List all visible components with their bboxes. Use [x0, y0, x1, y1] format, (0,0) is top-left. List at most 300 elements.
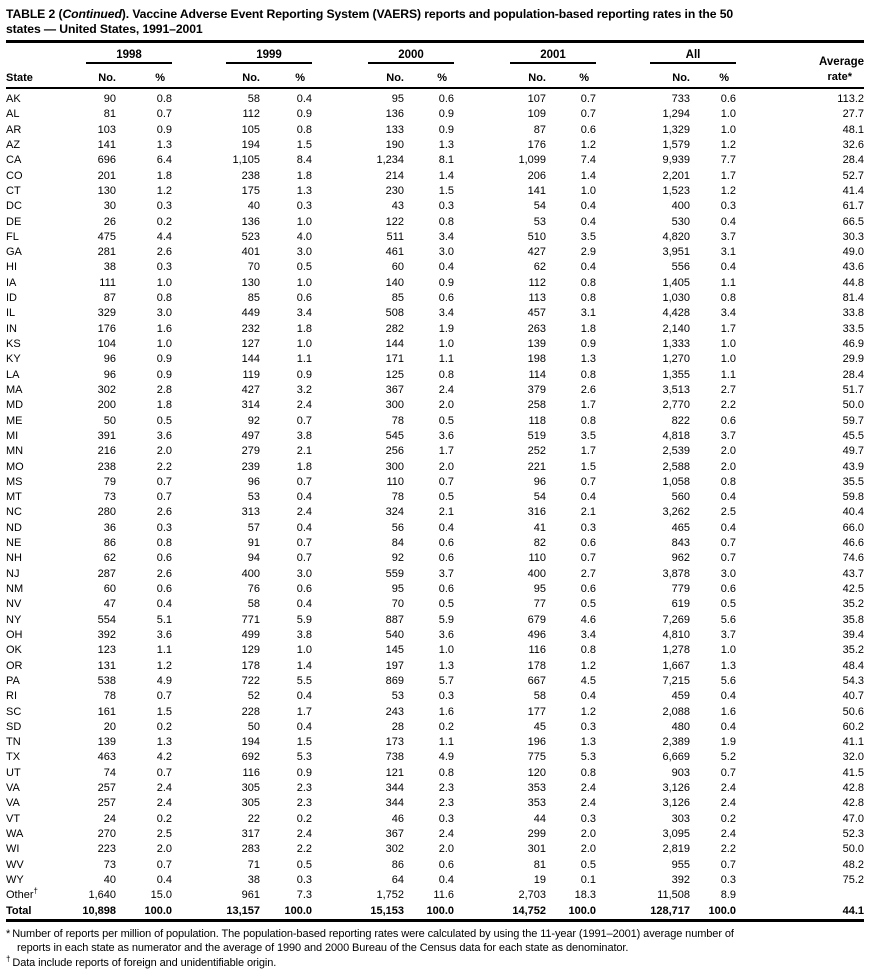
count-cell: 70 [391, 598, 404, 611]
percent-cell: 1.8 [296, 460, 312, 473]
count-cell: 91 [247, 537, 260, 550]
count-cell: 287 [97, 567, 116, 580]
table-row [6, 245, 864, 260]
year-label-2001: 2001 [510, 49, 596, 64]
pct-header-2001: % [546, 64, 596, 88]
percent-cell: 3.4 [438, 307, 454, 320]
percent-cell: 4.9 [156, 674, 172, 687]
count-cell: 353 [527, 797, 546, 810]
percent-cell: 1.0 [720, 108, 736, 121]
percent-cell: 0.8 [580, 766, 596, 779]
no-header-1999: No. [172, 64, 260, 88]
count-cell: 50 [103, 414, 116, 427]
percent-cell: 1.0 [296, 644, 312, 657]
count-cell: 133 [385, 123, 404, 136]
percent-cell: 0.4 [580, 200, 596, 213]
percent-cell: 11.6 [433, 889, 454, 902]
subheader-row [6, 64, 864, 88]
count-cell: 60 [103, 583, 116, 595]
count-cell: 3,095 [662, 828, 690, 840]
count-cell: 175 [241, 184, 260, 197]
count-cell: 313 [241, 506, 260, 519]
state-cell: ME [6, 414, 23, 427]
count-cell: 4,428 [662, 307, 690, 320]
percent-cell: 0.7 [720, 552, 736, 565]
average-rate-cell: 48.1 [842, 123, 864, 136]
percent-cell: 1.5 [296, 736, 312, 749]
percent-cell: 0.8 [580, 276, 596, 289]
average-rate-cell: 27.7 [842, 108, 864, 121]
count-cell: 116 [528, 644, 546, 657]
percent-cell: 0.5 [296, 261, 312, 274]
percent-cell: 3.8 [296, 628, 312, 641]
percent-cell: 5.3 [580, 751, 596, 764]
percent-cell: 3.0 [156, 307, 172, 320]
percent-cell: 1.7 [720, 169, 736, 182]
average-rate-cell: 46.6 [842, 537, 864, 550]
count-cell: 1,030 [662, 292, 690, 305]
table-row [6, 613, 864, 628]
dagger-marker: † [33, 886, 38, 896]
count-cell: 10,898 [82, 904, 116, 917]
count-cell: 78 [391, 491, 404, 504]
count-cell: 545 [385, 429, 404, 442]
percent-cell: 2.6 [156, 246, 172, 259]
percent-cell: 0.9 [296, 368, 312, 381]
count-cell: 1,405 [662, 276, 690, 289]
state-cell: NH [6, 552, 22, 565]
count-cell: 475 [97, 230, 116, 243]
count-cell: 4,818 [662, 429, 690, 442]
count-cell: 86 [391, 858, 404, 871]
average-rate-cell: 28.4 [842, 154, 864, 167]
percent-cell: 5.5 [296, 674, 312, 687]
count-cell: 324 [385, 506, 404, 519]
count-cell: 40 [103, 873, 116, 886]
count-cell: 176 [97, 322, 116, 335]
percent-cell: 1.7 [720, 322, 736, 335]
percent-cell: 2.0 [438, 399, 454, 412]
average-rate-cell: 44.1 [842, 904, 864, 917]
table-row [6, 138, 864, 153]
table-row [6, 184, 864, 199]
count-cell: 1,579 [662, 138, 690, 151]
state-cell: TX [6, 751, 21, 764]
table-row [6, 689, 864, 704]
table-row [6, 169, 864, 184]
percent-cell: 0.3 [438, 812, 454, 825]
table-row [6, 123, 864, 138]
percent-cell: 2.3 [438, 782, 454, 795]
percent-cell: 0.3 [156, 521, 172, 534]
state-cell: LA [6, 368, 20, 381]
state-cell: FL [6, 230, 19, 243]
percent-cell: 0.4 [580, 491, 596, 504]
count-cell: 200 [97, 399, 116, 412]
percent-cell: 7.7 [720, 154, 736, 167]
percent-cell: 0.7 [156, 475, 172, 488]
count-cell: 53 [533, 215, 546, 228]
count-cell: 401 [241, 246, 260, 259]
count-cell: 177 [527, 705, 546, 718]
average-rate-cell: 81.4 [842, 292, 864, 305]
average-rate-cell: 33.8 [842, 307, 864, 320]
count-cell: 73 [103, 491, 116, 504]
percent-cell: 3.5 [580, 429, 596, 442]
percent-cell: 0.3 [580, 720, 596, 733]
no-header-all: No. [596, 64, 690, 88]
count-cell: 400 [671, 200, 690, 213]
count-cell: 463 [97, 751, 116, 764]
percent-cell: 1.3 [720, 659, 736, 672]
count-cell: 136 [241, 215, 260, 228]
percent-cell: 0.8 [720, 475, 736, 488]
count-cell: 44 [533, 812, 546, 825]
pct-header-all: % [690, 64, 736, 88]
percent-cell: 7.3 [296, 889, 312, 902]
count-cell: 85 [247, 292, 260, 305]
percent-cell: 0.6 [296, 292, 312, 305]
percent-cell: 1.0 [580, 184, 596, 197]
percent-cell: 1.3 [580, 353, 596, 366]
table-row [6, 521, 864, 536]
percent-cell: 1.3 [156, 736, 172, 749]
percent-cell: 3.5 [580, 230, 596, 243]
average-rate-cell: 61.7 [842, 200, 864, 213]
percent-cell: 2.6 [580, 383, 596, 396]
percent-cell: 0.8 [296, 123, 312, 136]
count-cell: 62 [533, 261, 546, 274]
count-cell: 190 [385, 138, 404, 151]
table-row [6, 659, 864, 674]
percent-cell: 1.1 [438, 736, 454, 749]
count-cell: 305 [241, 797, 260, 810]
count-cell: 139 [97, 736, 116, 749]
average-rate-cell: 45.5 [842, 429, 864, 442]
percent-cell: 0.4 [720, 690, 736, 703]
count-cell: 131 [97, 659, 116, 672]
table-row [6, 153, 864, 168]
percent-cell: 1.0 [720, 338, 736, 350]
average-rate-cell: 48.2 [842, 858, 864, 871]
count-cell: 161 [97, 705, 116, 718]
state-cell: MA [6, 383, 23, 396]
year-group-2000 [312, 42, 454, 65]
table-row [6, 842, 864, 857]
table-row [6, 735, 864, 750]
count-cell: 79 [103, 475, 116, 488]
count-cell: 775 [527, 751, 546, 764]
percent-cell: 2.6 [156, 506, 172, 519]
table-row [6, 107, 864, 122]
footnote-rate-definition [6, 927, 866, 956]
state-cell: Other† [6, 886, 38, 902]
state-cell: CO [6, 169, 23, 182]
percent-cell: 3.4 [438, 230, 454, 243]
count-cell: 317 [241, 828, 260, 840]
percent-cell: 5.6 [720, 613, 736, 626]
count-cell: 449 [241, 307, 260, 320]
average-rate-cell: 49.7 [842, 445, 864, 458]
count-cell: 692 [241, 751, 260, 764]
average-rate-cell: 42.8 [842, 797, 864, 810]
count-cell: 46 [391, 812, 404, 825]
state-cell: ND [6, 521, 22, 534]
year-label-1998: 1998 [86, 49, 172, 64]
average-rate-cell: 33.5 [842, 322, 864, 335]
percent-cell: 0.6 [438, 537, 454, 550]
count-cell: 4,810 [662, 628, 690, 641]
count-cell: 171 [385, 353, 404, 366]
count-cell: 3,126 [662, 797, 690, 810]
percent-cell: 0.4 [438, 261, 454, 274]
count-cell: 238 [97, 460, 116, 473]
count-cell: 214 [385, 169, 404, 182]
count-cell: 3,878 [662, 567, 690, 580]
count-cell: 556 [671, 261, 690, 274]
percent-cell: 0.2 [156, 812, 172, 825]
count-cell: 53 [391, 690, 404, 703]
state-cell: OH [6, 628, 23, 641]
count-cell: 303 [671, 812, 690, 825]
year-group-all [596, 42, 736, 65]
percent-cell: 2.4 [156, 797, 172, 810]
count-cell: 1,278 [662, 644, 690, 657]
table-row [6, 398, 864, 413]
percent-cell: 1.8 [580, 322, 596, 335]
count-cell: 130 [97, 184, 116, 197]
percent-cell: 1.7 [296, 705, 312, 718]
state-cell: IL [6, 307, 16, 320]
average-rate-cell: 48.4 [842, 659, 864, 672]
count-cell: 305 [241, 782, 260, 795]
count-cell: 194 [241, 138, 260, 151]
count-cell: 962 [671, 552, 690, 565]
percent-cell: 5.6 [720, 674, 736, 687]
count-cell: 2,201 [662, 169, 690, 182]
table-row [6, 551, 864, 566]
percent-cell: 0.7 [156, 690, 172, 703]
footnote-other-definition [6, 956, 866, 970]
percent-cell: 3.4 [296, 307, 312, 320]
percent-cell: 1.2 [580, 138, 596, 151]
table-row [6, 674, 864, 689]
percent-cell: 0.8 [580, 368, 596, 381]
average-rate-cell: 39.4 [842, 628, 864, 641]
table-row [6, 505, 864, 520]
count-cell: 4,820 [662, 230, 690, 243]
count-cell: 64 [391, 873, 404, 886]
count-cell: 554 [97, 613, 116, 626]
count-cell: 58 [247, 93, 260, 105]
percent-cell: 2.3 [296, 797, 312, 810]
percent-cell: 2.4 [438, 383, 454, 396]
year-label-1999: 1999 [226, 49, 312, 64]
percent-cell: 1.2 [720, 184, 736, 197]
count-cell: 221 [527, 460, 546, 473]
percent-cell: 1.1 [296, 353, 312, 366]
percent-cell: 0.9 [438, 123, 454, 136]
count-cell: 3,126 [662, 782, 690, 795]
percent-cell: 0.2 [438, 720, 454, 733]
percent-cell: 0.4 [720, 491, 736, 504]
average-rate-cell: 50.6 [842, 705, 864, 718]
percent-cell: 0.7 [438, 475, 454, 488]
state-cell: Total [6, 904, 32, 917]
percent-cell: 0.3 [580, 521, 596, 534]
count-cell: 110 [386, 475, 404, 488]
percent-cell: 1.2 [580, 705, 596, 718]
count-cell: 62 [103, 552, 116, 565]
percent-cell: 0.9 [296, 766, 312, 779]
percent-cell: 0.6 [156, 583, 172, 595]
count-cell: 81 [533, 858, 546, 871]
percent-cell: 0.2 [296, 812, 312, 825]
percent-cell: 0.6 [720, 583, 736, 595]
table-row [6, 766, 864, 781]
percent-cell: 2.0 [156, 843, 172, 856]
table-row [6, 429, 864, 444]
count-cell: 54 [533, 491, 546, 504]
count-cell: 87 [533, 123, 546, 136]
count-cell: 497 [241, 429, 260, 442]
percent-cell: 4.6 [580, 613, 596, 626]
percent-cell: 1.0 [296, 338, 312, 350]
percent-cell: 2.4 [156, 782, 172, 795]
percent-cell: 0.9 [156, 123, 172, 136]
count-cell: 822 [671, 414, 690, 427]
state-cell: IA [6, 276, 17, 289]
count-cell: 465 [671, 521, 690, 534]
count-cell: 400 [527, 567, 546, 580]
no-header-1998: No. [68, 64, 116, 88]
count-cell: 73 [103, 858, 116, 871]
state-cell: SC [6, 705, 22, 718]
percent-cell: 1.1 [720, 368, 736, 381]
percent-cell: 2.4 [296, 399, 312, 412]
average-rate-cell: 50.0 [842, 399, 864, 412]
average-rate-cell: 49.0 [842, 246, 864, 259]
count-cell: 76 [247, 583, 260, 595]
percent-cell: 0.4 [296, 690, 312, 703]
count-cell: 3,513 [662, 383, 690, 396]
percent-cell: 18.3 [574, 889, 596, 902]
average-rate-cell: 29.9 [842, 353, 864, 366]
state-cell: MD [6, 399, 24, 412]
percent-cell: 4.5 [580, 674, 596, 687]
count-cell: 1,667 [662, 659, 690, 672]
table-row [6, 720, 864, 735]
year-header-row [6, 42, 864, 65]
state-cell: OR [6, 659, 23, 672]
state-cell: WA [6, 828, 24, 840]
count-cell: 392 [671, 873, 690, 886]
year-group-1998 [68, 42, 172, 65]
average-rate-cell: 59.8 [842, 491, 864, 504]
vaers-report-table [6, 40, 864, 922]
percent-cell: 0.4 [720, 521, 736, 534]
year-group-1999 [172, 42, 312, 65]
percent-cell: 2.2 [296, 843, 312, 856]
percent-cell: 1.3 [438, 659, 454, 672]
table-row [6, 536, 864, 551]
count-cell: 511 [386, 230, 404, 243]
state-cell: GA [6, 246, 22, 259]
percent-cell: 0.3 [296, 200, 312, 213]
percent-cell: 0.3 [438, 690, 454, 703]
count-cell: 2,588 [662, 460, 690, 473]
average-rate-cell [736, 888, 864, 903]
title-suffix: ). Vaccine Adverse Event Reporting System (VAERS) reports and population-based reporting rates in the 50 [121, 7, 734, 21]
percent-cell: 0.6 [438, 292, 454, 305]
count-cell: 667 [527, 674, 546, 687]
count-cell: 120 [527, 766, 546, 779]
count-cell: 427 [527, 246, 546, 259]
count-cell: 7,269 [662, 613, 690, 626]
percent-cell: 2.8 [156, 383, 172, 396]
average-rate-line2: rate* [827, 70, 852, 83]
count-cell: 302 [97, 383, 116, 396]
percent-cell: 0.4 [438, 873, 454, 886]
average-rate-cell: 54.3 [842, 674, 864, 687]
count-cell: 141 [527, 184, 546, 197]
percent-cell: 2.9 [580, 246, 596, 259]
state-cell: ID [6, 292, 17, 305]
table-row [6, 643, 864, 658]
count-cell: 499 [241, 628, 260, 641]
table-row [6, 888, 864, 903]
percent-cell: 1.2 [720, 138, 736, 151]
percent-cell: 0.7 [296, 552, 312, 565]
state-cell: VA [6, 797, 20, 810]
state-cell: MN [6, 445, 24, 458]
percent-cell: 2.2 [720, 843, 736, 856]
average-rate-cell: 50.0 [842, 843, 864, 856]
count-cell: 41 [533, 521, 546, 534]
percent-cell: 2.7 [720, 383, 736, 396]
count-cell: 538 [97, 674, 116, 687]
count-cell: 252 [527, 445, 546, 458]
count-cell: 85 [391, 292, 404, 305]
percent-cell: 0.8 [720, 292, 736, 305]
average-rate-cell: 66.5 [842, 215, 864, 228]
count-cell: 843 [671, 537, 690, 550]
table-row [6, 796, 864, 811]
count-cell: 223 [97, 843, 116, 856]
state-cell: CT [6, 184, 21, 197]
percent-cell: 3.7 [720, 628, 736, 641]
count-cell: 78 [103, 690, 116, 703]
percent-cell: 0.9 [156, 353, 172, 366]
count-cell: 103 [97, 123, 116, 136]
percent-cell: 0.6 [580, 537, 596, 550]
percent-cell: 0.4 [296, 720, 312, 733]
count-cell: 869 [385, 674, 404, 687]
footnote-marker-asterisk: * [6, 927, 11, 940]
average-rate-cell: 43.6 [842, 261, 864, 274]
percent-cell: 100.0 [144, 904, 172, 917]
count-cell: 95 [533, 583, 546, 595]
percent-cell: 6.4 [156, 154, 172, 167]
pct-header-1999: % [260, 64, 312, 88]
percent-cell: 100.0 [708, 904, 736, 917]
count-cell: 112 [242, 108, 260, 121]
percent-cell: 0.5 [438, 598, 454, 611]
count-cell: 125 [385, 368, 404, 381]
percent-cell: 0.8 [580, 644, 596, 657]
count-cell: 779 [671, 583, 690, 595]
percent-cell: 2.1 [296, 445, 312, 458]
